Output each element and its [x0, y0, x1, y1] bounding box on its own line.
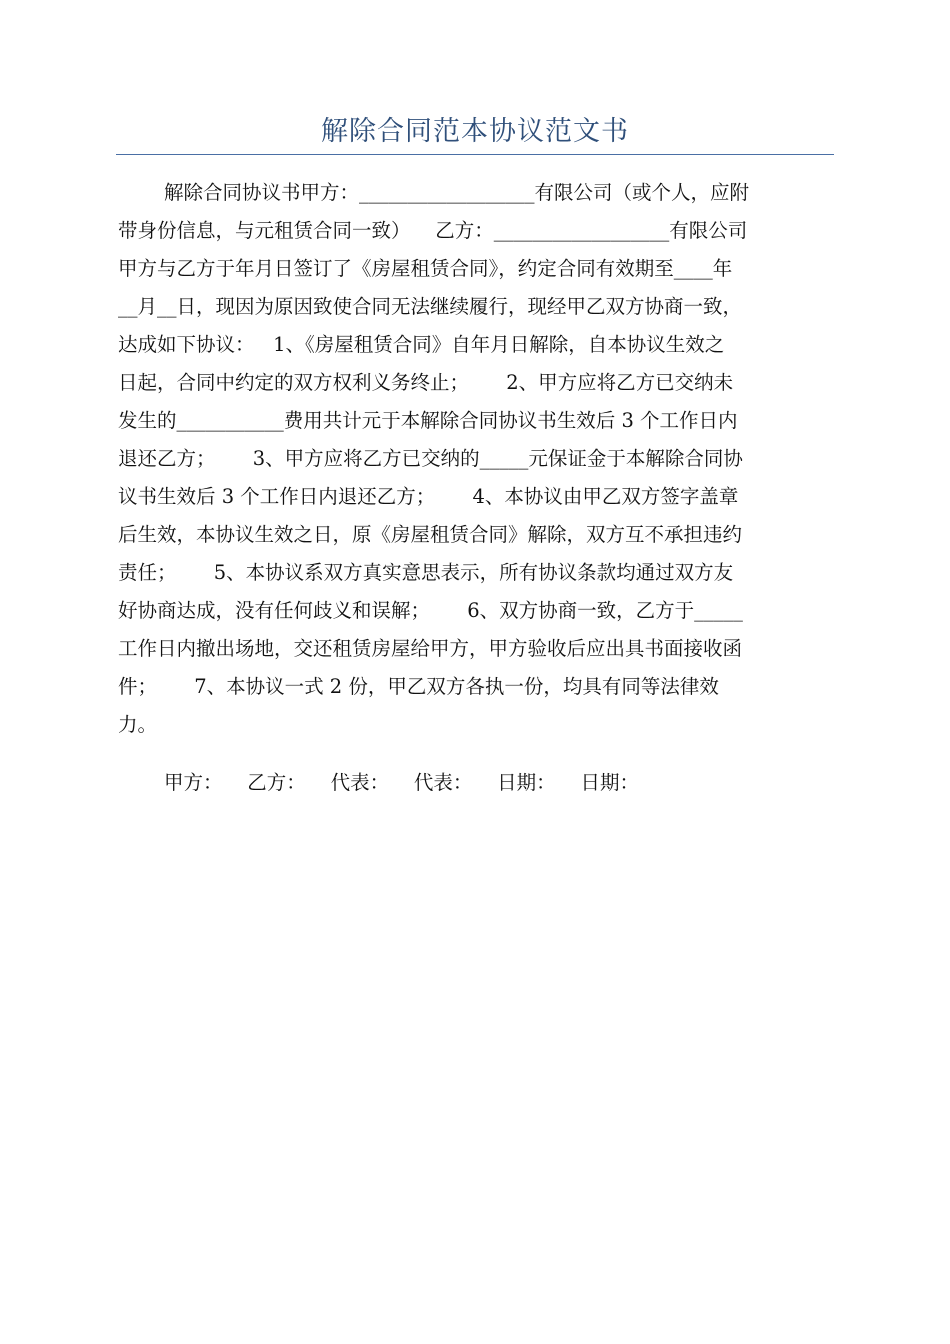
body-line: 退还乙方； 3、甲方应将乙方已交纳的_____元保证金于本解除合同协	[118, 447, 743, 470]
body-line: 工作日内撤出场地，交还租赁房屋给甲方，甲方验收后应出具书面接收函	[118, 637, 743, 660]
body-line: 发生的___________费用共计元于本解除合同协议书生效后 3 个工作日内	[118, 409, 738, 432]
body-line: 达成如下协议： 1、《房屋租赁合同》自年月日解除，自本协议生效之	[118, 333, 725, 356]
title-underline	[116, 154, 834, 155]
body-line: 件； 7、本协议一式 2 份，甲乙双方各执一份，均具有同等法律效	[118, 675, 719, 698]
body-line: 甲方与乙方于年月日签订了《房屋租赁合同》，约定合同有效期至____年	[118, 257, 733, 280]
body-line: 日起，合同中约定的双方权利义务终止； 2、甲方应将乙方已交纳未	[118, 371, 734, 394]
body-line: __月__日，现因为原因致使合同无法继续履行，现经甲乙双方协商一致，	[118, 295, 743, 318]
body-line: 好协商达成，没有任何歧义和误解； 6、双方协商一致，乙方于_____	[118, 599, 743, 622]
body-line: 力。	[118, 713, 158, 736]
body-line: 后生效，本协议生效之日，原《房屋租赁合同》解除，双方互不承担违约	[118, 523, 743, 546]
body-line: 带身份信息，与元租赁合同一致） 乙方：__________________有限公司	[118, 219, 748, 242]
document-body	[118, 174, 832, 744]
body-line: 议书生效后 3 个工作日内退还乙方； 4、本协议由甲乙双方签字盖章	[118, 485, 739, 508]
body-line: 解除合同协议书甲方：__________________有限公司（或个人，应附	[164, 181, 750, 204]
body-line: 责任； 5、本协议系双方真实意思表示，所有协议条款均通过双方友	[118, 561, 734, 584]
document-title: 解除合同范本协议范文书	[321, 116, 629, 147]
signature-line: 甲方： 乙方： 代表： 代表： 日期： 日期：	[164, 771, 639, 794]
